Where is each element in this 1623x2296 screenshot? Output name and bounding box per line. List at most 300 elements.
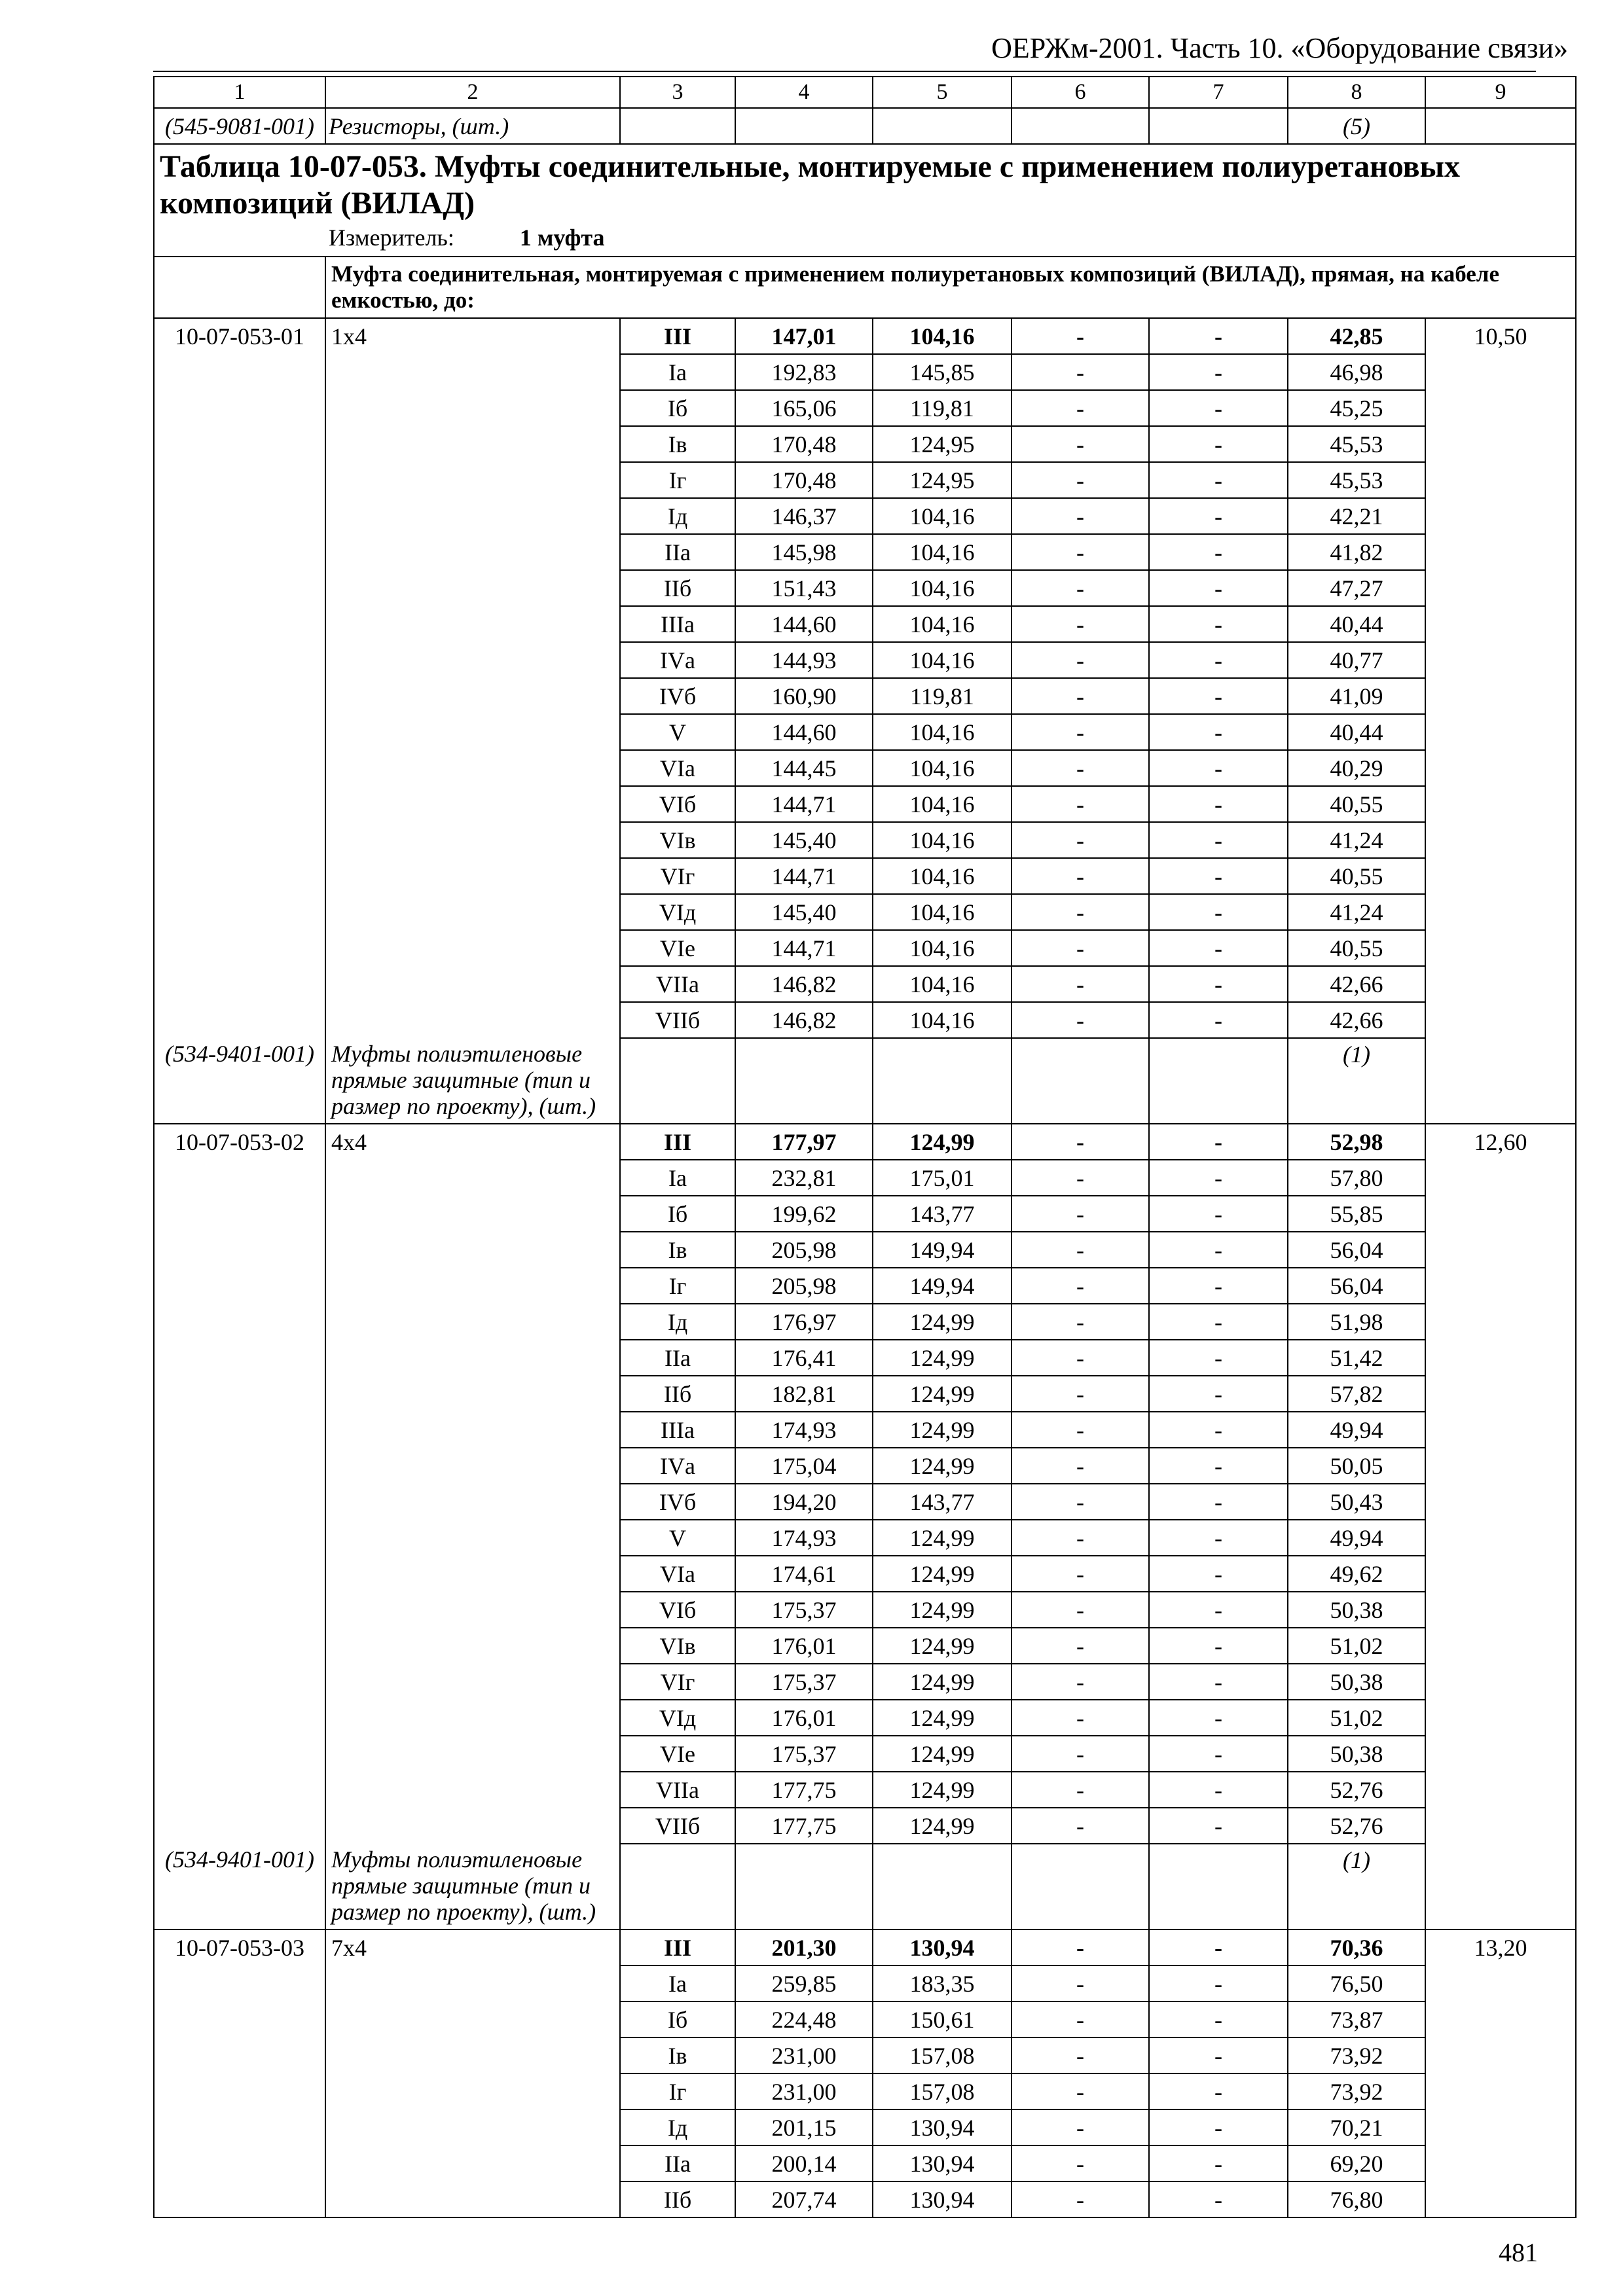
zone: IIа — [620, 534, 735, 570]
machinist-wage: - — [1149, 1556, 1288, 1592]
wage-cost: 104,16 — [873, 750, 1012, 786]
wage-cost: 130,94 — [873, 1929, 1012, 1965]
empty-cell — [1425, 534, 1576, 570]
empty-cell — [1425, 606, 1576, 642]
machinist-wage: - — [1149, 750, 1288, 786]
zone: IIа — [620, 2145, 735, 2181]
table-row — [154, 1700, 1576, 1736]
total-cost: 174,93 — [735, 1412, 873, 1448]
empty-cell — [325, 966, 620, 1002]
machine-cost: - — [1012, 1772, 1149, 1808]
zone: Iа — [620, 354, 735, 390]
machinist-wage: - — [1149, 534, 1288, 570]
machine-cost: - — [1012, 1160, 1149, 1196]
material-cost: 41,24 — [1288, 894, 1425, 930]
total-cost: 177,75 — [735, 1772, 873, 1808]
empty-cell — [154, 1592, 325, 1628]
machine-cost: - — [1012, 426, 1149, 462]
material-cost: 73,92 — [1288, 2073, 1425, 2109]
zone: VIд — [620, 1700, 735, 1736]
empty-cell — [154, 750, 325, 786]
total-cost: 231,00 — [735, 2073, 873, 2109]
wage-cost: 124,99 — [873, 1448, 1012, 1484]
empty-cell — [154, 1520, 325, 1556]
table-row — [154, 1002, 1576, 1038]
empty-cell — [1149, 1038, 1288, 1124]
wage-cost: 104,16 — [873, 1002, 1012, 1038]
zone: Iб — [620, 1196, 735, 1232]
material-cost: 42,85 — [1288, 318, 1425, 354]
zone: Iг — [620, 1268, 735, 1304]
empty-cell — [735, 108, 873, 144]
machinist-wage: - — [1149, 1340, 1288, 1376]
zone: Iа — [620, 1965, 735, 2001]
wage-cost: 124,99 — [873, 1304, 1012, 1340]
machine-cost: - — [1012, 1268, 1149, 1304]
resource-code: (545-9081-001) — [154, 108, 325, 144]
machinist-wage: - — [1149, 1304, 1288, 1340]
material-cost: 45,53 — [1288, 462, 1425, 498]
empty-cell — [325, 390, 620, 426]
zone: VIе — [620, 930, 735, 966]
empty-cell — [154, 606, 325, 642]
empty-cell — [325, 1772, 620, 1808]
wage-cost: 104,16 — [873, 498, 1012, 534]
machinist-wage: - — [1149, 1772, 1288, 1808]
empty-cell — [1425, 354, 1576, 390]
total-cost: 144,71 — [735, 786, 873, 822]
zone: VIIа — [620, 966, 735, 1002]
table-row — [154, 318, 1576, 354]
table-row — [154, 1160, 1576, 1196]
table-row — [154, 1772, 1576, 1808]
empty-cell — [154, 930, 325, 966]
wage-cost: 104,16 — [873, 570, 1012, 606]
machinist-wage: - — [1149, 606, 1288, 642]
machinist-wage: - — [1149, 1484, 1288, 1520]
total-cost: 175,37 — [735, 1592, 873, 1628]
empty-cell — [873, 108, 1012, 144]
empty-cell — [325, 1304, 620, 1340]
material-cost: 69,20 — [1288, 2145, 1425, 2181]
empty-cell — [154, 1268, 325, 1304]
machine-cost: - — [1012, 1556, 1149, 1592]
empty-cell — [154, 2037, 325, 2073]
machinist-wage: - — [1149, 2109, 1288, 2145]
empty-cell — [325, 1664, 620, 1700]
wage-cost: 104,16 — [873, 858, 1012, 894]
machinist-wage: - — [1149, 1448, 1288, 1484]
empty-cell — [325, 1484, 620, 1520]
machine-cost: - — [1012, 390, 1149, 426]
zone: VIа — [620, 1556, 735, 1592]
empty-cell — [325, 2073, 620, 2109]
total-cost: 144,71 — [735, 858, 873, 894]
empty-cell — [1425, 1002, 1576, 1038]
table-title-row — [154, 144, 1576, 257]
empty-cell — [154, 2073, 325, 2109]
resource-code: (534-9401-001) — [154, 1844, 325, 1929]
wage-cost: 124,99 — [873, 1664, 1012, 1700]
wage-cost: 130,94 — [873, 2109, 1012, 2145]
machinist-wage: - — [1149, 2037, 1288, 2073]
total-cost: 176,01 — [735, 1628, 873, 1664]
empty-cell — [1012, 1038, 1149, 1124]
machine-cost: - — [1012, 1304, 1149, 1340]
machine-cost: - — [1012, 1808, 1149, 1844]
empty-cell — [154, 1448, 325, 1484]
table-row — [154, 1965, 1576, 2001]
empty-cell — [154, 678, 325, 714]
total-cost: 144,60 — [735, 714, 873, 750]
measure-unit — [160, 222, 1567, 253]
empty-cell — [325, 2181, 620, 2217]
table-row — [154, 894, 1576, 930]
empty-cell — [1425, 1700, 1576, 1736]
material-cost: 50,38 — [1288, 1736, 1425, 1772]
machinist-wage: - — [1149, 714, 1288, 750]
empty-cell — [1425, 1664, 1576, 1700]
material-cost: 50,05 — [1288, 1448, 1425, 1484]
material-cost: 50,38 — [1288, 1592, 1425, 1628]
machinist-wage: - — [1149, 2145, 1288, 2181]
total-cost: 145,98 — [735, 534, 873, 570]
machine-cost: - — [1012, 1232, 1149, 1268]
zone: IIб — [620, 2181, 735, 2217]
machinist-wage: - — [1149, 1965, 1288, 2001]
measure-unit-label: Измеритель: — [329, 224, 454, 251]
machine-cost: - — [1012, 1448, 1149, 1484]
empty-cell — [1425, 1520, 1576, 1556]
zone: IVа — [620, 1448, 735, 1484]
machine-cost: - — [1012, 1002, 1149, 1038]
zone: V — [620, 714, 735, 750]
empty-cell — [325, 1412, 620, 1448]
zone: VIб — [620, 1592, 735, 1628]
empty-cell — [1425, 1268, 1576, 1304]
machinist-wage: - — [1149, 894, 1288, 930]
table-row — [154, 462, 1576, 498]
zone: III — [620, 1124, 735, 1160]
wage-cost: 175,01 — [873, 1160, 1012, 1196]
norm-code: 10-07-053-01 — [154, 318, 325, 354]
empty-cell — [154, 1965, 325, 2001]
labor-cost: 10,50 — [1425, 318, 1576, 354]
empty-cell — [1425, 1304, 1576, 1340]
empty-cell — [1012, 108, 1149, 144]
empty-cell — [1425, 390, 1576, 426]
empty-cell — [325, 1002, 620, 1038]
empty-cell — [325, 1232, 620, 1268]
machinist-wage: - — [1149, 498, 1288, 534]
table-row — [154, 354, 1576, 390]
table-row — [154, 498, 1576, 534]
machinist-wage: - — [1149, 1232, 1288, 1268]
total-cost: 176,01 — [735, 1700, 873, 1736]
wage-cost: 104,16 — [873, 318, 1012, 354]
section-title-row — [154, 257, 1576, 318]
machine-cost: - — [1012, 894, 1149, 930]
total-cost: 200,14 — [735, 2145, 873, 2181]
material-cost: 40,55 — [1288, 930, 1425, 966]
empty-cell — [154, 786, 325, 822]
price-table — [153, 76, 1577, 2218]
zone: Iд — [620, 1304, 735, 1340]
machine-cost: - — [1012, 930, 1149, 966]
machine-cost: - — [1012, 498, 1149, 534]
machine-cost: - — [1012, 642, 1149, 678]
table-row — [154, 1592, 1576, 1628]
empty-cell — [154, 354, 325, 390]
column-number: 6 — [1012, 77, 1149, 108]
machinist-wage: - — [1149, 1160, 1288, 1196]
empty-cell — [154, 1772, 325, 1808]
resource-name: Муфты полиэтиленовые прямые защитные (тип и размер по проекту), (шт.) — [325, 1844, 620, 1929]
empty-cell — [325, 1628, 620, 1664]
empty-cell — [325, 1340, 620, 1376]
total-cost: 175,37 — [735, 1664, 873, 1700]
resource-code: (534-9401-001) — [154, 1038, 325, 1124]
empty-cell — [325, 930, 620, 966]
total-cost: 177,75 — [735, 1808, 873, 1844]
norm-code: 10-07-053-02 — [154, 1124, 325, 1160]
table-row — [154, 426, 1576, 462]
table-row — [154, 570, 1576, 606]
empty-cell — [1425, 786, 1576, 822]
machinist-wage: - — [1149, 1808, 1288, 1844]
machinist-wage: - — [1149, 1412, 1288, 1448]
wage-cost: 119,81 — [873, 390, 1012, 426]
wage-cost: 124,99 — [873, 1772, 1012, 1808]
machinist-wage: - — [1149, 1736, 1288, 1772]
empty-cell — [325, 2001, 620, 2037]
machinist-wage: - — [1149, 678, 1288, 714]
machinist-wage: - — [1149, 1628, 1288, 1664]
section-title: Муфта соединительная, монтируемая с применением полиуретановых композиций (ВИЛАД), прямая, на кабеле емкостью, до: — [325, 257, 1576, 318]
table-row — [154, 1736, 1576, 1772]
zone: IIб — [620, 570, 735, 606]
empty-cell — [1425, 570, 1576, 606]
empty-cell — [154, 858, 325, 894]
material-cost: 76,80 — [1288, 2181, 1425, 2217]
machine-cost: - — [1012, 1700, 1149, 1736]
machinist-wage: - — [1149, 1196, 1288, 1232]
wage-cost: 150,61 — [873, 2001, 1012, 2037]
zone: VIг — [620, 1664, 735, 1700]
wage-cost: 119,81 — [873, 678, 1012, 714]
material-cost: 49,94 — [1288, 1520, 1425, 1556]
table-row — [154, 1556, 1576, 1592]
column-number: 5 — [873, 77, 1012, 108]
empty-cell — [1425, 714, 1576, 750]
empty-cell — [1425, 498, 1576, 534]
total-cost: 146,82 — [735, 966, 873, 1002]
empty-cell — [1425, 108, 1576, 144]
table-row — [154, 714, 1576, 750]
zone: VIб — [620, 786, 735, 822]
table-row — [154, 966, 1576, 1002]
material-cost: 41,24 — [1288, 822, 1425, 858]
machine-cost: - — [1012, 1196, 1149, 1232]
total-cost: 205,98 — [735, 1232, 873, 1268]
empty-cell — [620, 1844, 735, 1929]
machine-cost: - — [1012, 2181, 1149, 2217]
wage-cost: 124,95 — [873, 462, 1012, 498]
table-row — [154, 606, 1576, 642]
wage-cost: 124,99 — [873, 1628, 1012, 1664]
empty-cell — [325, 678, 620, 714]
empty-cell — [1425, 678, 1576, 714]
machine-cost: - — [1012, 1520, 1149, 1556]
material-cost: 40,55 — [1288, 786, 1425, 822]
machinist-wage: - — [1149, 1520, 1288, 1556]
empty-cell — [325, 1196, 620, 1232]
empty-cell — [154, 1376, 325, 1412]
empty-cell — [1425, 1448, 1576, 1484]
table-row — [154, 1268, 1576, 1304]
wage-cost: 157,08 — [873, 2037, 1012, 2073]
total-cost: 160,90 — [735, 678, 873, 714]
empty-cell — [1425, 1340, 1576, 1376]
table-title-cell — [154, 144, 1576, 257]
machine-cost: - — [1012, 2109, 1149, 2145]
machine-cost: - — [1012, 2145, 1149, 2181]
machinist-wage: - — [1149, 930, 1288, 966]
empty-cell — [154, 966, 325, 1002]
empty-cell — [154, 2181, 325, 2217]
empty-cell — [325, 426, 620, 462]
table-row — [154, 1304, 1576, 1340]
empty-cell — [325, 858, 620, 894]
machine-cost: - — [1012, 462, 1149, 498]
table-row — [154, 2109, 1576, 2145]
material-cost: 40,77 — [1288, 642, 1425, 678]
empty-cell — [154, 1196, 325, 1232]
empty-cell — [154, 1808, 325, 1844]
wage-cost: 145,85 — [873, 354, 1012, 390]
total-cost: 232,81 — [735, 1160, 873, 1196]
empty-cell — [154, 462, 325, 498]
wage-cost: 104,16 — [873, 822, 1012, 858]
table-row — [154, 678, 1576, 714]
table-row — [154, 1929, 1576, 1965]
empty-cell — [325, 1448, 620, 1484]
zone: VIг — [620, 858, 735, 894]
empty-cell — [1425, 858, 1576, 894]
column-number: 1 — [154, 77, 325, 108]
empty-cell — [325, 786, 620, 822]
empty-cell — [1149, 1844, 1288, 1929]
zone: IIа — [620, 1340, 735, 1376]
wage-cost: 104,16 — [873, 534, 1012, 570]
empty-cell — [325, 606, 620, 642]
total-cost: 224,48 — [735, 2001, 873, 2037]
wage-cost: 104,16 — [873, 606, 1012, 642]
empty-cell — [1425, 966, 1576, 1002]
empty-cell — [154, 714, 325, 750]
wage-cost: 124,99 — [873, 1556, 1012, 1592]
column-number: 2 — [325, 77, 620, 108]
empty-cell — [325, 642, 620, 678]
wage-cost: 104,16 — [873, 714, 1012, 750]
total-cost: 174,93 — [735, 1520, 873, 1556]
machinist-wage: - — [1149, 1700, 1288, 1736]
total-cost: 176,41 — [735, 1340, 873, 1376]
wage-cost: 104,16 — [873, 930, 1012, 966]
wage-cost: 124,99 — [873, 1592, 1012, 1628]
total-cost: 201,15 — [735, 2109, 873, 2145]
zone: IVа — [620, 642, 735, 678]
empty-cell — [1425, 2109, 1576, 2145]
total-cost: 151,43 — [735, 570, 873, 606]
empty-cell — [1425, 1196, 1576, 1232]
table-row — [154, 1376, 1576, 1412]
zone: VIIб — [620, 1002, 735, 1038]
material-cost: 57,80 — [1288, 1160, 1425, 1196]
zone: VIв — [620, 1628, 735, 1664]
machine-cost: - — [1012, 2037, 1149, 2073]
note-row — [154, 1844, 1576, 1929]
total-cost: 194,20 — [735, 1484, 873, 1520]
zone: Iв — [620, 2037, 735, 2073]
total-cost: 144,71 — [735, 930, 873, 966]
cable-capacity: 7x4 — [325, 1929, 620, 1965]
empty-cell — [1012, 1844, 1149, 1929]
total-cost: 207,74 — [735, 2181, 873, 2217]
empty-cell — [1425, 1038, 1576, 1124]
zone: Iб — [620, 390, 735, 426]
machinist-wage: - — [1149, 390, 1288, 426]
norm-code: 10-07-053-03 — [154, 1929, 325, 1965]
machine-cost: - — [1012, 1592, 1149, 1628]
table-row — [154, 1664, 1576, 1700]
empty-cell — [154, 1628, 325, 1664]
column-number: 4 — [735, 77, 873, 108]
empty-cell — [154, 1556, 325, 1592]
machinist-wage: - — [1149, 1664, 1288, 1700]
zone: IIIа — [620, 606, 735, 642]
material-cost: 73,87 — [1288, 2001, 1425, 2037]
material-cost: 70,36 — [1288, 1929, 1425, 1965]
zone: VIе — [620, 1736, 735, 1772]
machine-cost: - — [1012, 318, 1149, 354]
machinist-wage: - — [1149, 786, 1288, 822]
empty-cell — [154, 426, 325, 462]
column-number: 7 — [1149, 77, 1288, 108]
material-cost: 56,04 — [1288, 1268, 1425, 1304]
zone: III — [620, 1929, 735, 1965]
machinist-wage: - — [1149, 642, 1288, 678]
table-row — [154, 1484, 1576, 1520]
material-cost: 50,38 — [1288, 1664, 1425, 1700]
empty-cell — [325, 750, 620, 786]
machinist-wage: - — [1149, 1124, 1288, 1160]
running-header: ОЕРЖм-2001. Часть 10. «Оборудование связи» — [991, 32, 1568, 64]
zone: Iб — [620, 2001, 735, 2037]
machinist-wage: - — [1149, 462, 1288, 498]
empty-cell — [154, 1232, 325, 1268]
total-cost: 170,48 — [735, 426, 873, 462]
material-cost: 46,98 — [1288, 354, 1425, 390]
table-row — [154, 1808, 1576, 1844]
table-row — [154, 786, 1576, 822]
total-cost: 170,48 — [735, 462, 873, 498]
material-cost: 52,98 — [1288, 1124, 1425, 1160]
total-cost: 175,37 — [735, 1736, 873, 1772]
total-cost: 144,60 — [735, 606, 873, 642]
total-cost: 145,40 — [735, 822, 873, 858]
machine-cost: - — [1012, 1664, 1149, 1700]
